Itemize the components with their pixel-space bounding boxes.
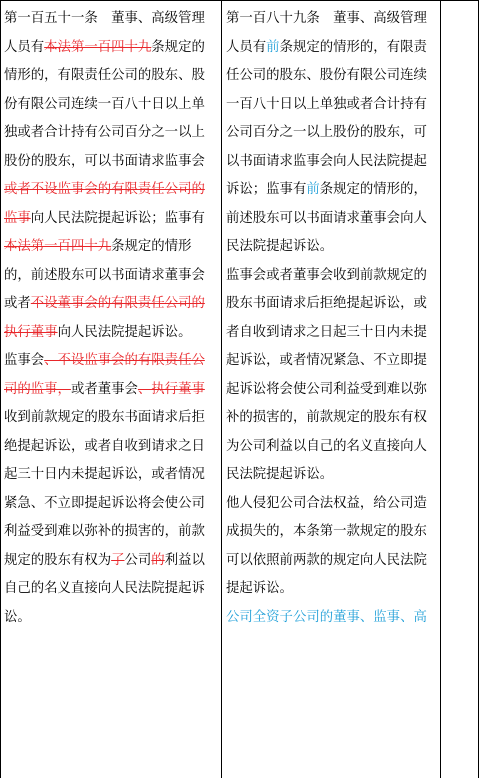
revised-text-column bbox=[226, 1, 435, 632]
deleted-text: 或者不设监事会的有限责任公司的监事 bbox=[4, 182, 205, 226]
text-run: 利益以自己的名义直接向人民法院提起诉讼。 bbox=[4, 552, 205, 625]
text-run: 条规定的情形的，有限责任公司的股东、股份有限公司连续一百八十日以上单独或者合计持有公司百分之一以上股份的股东，可以书面请求监事会 bbox=[4, 39, 205, 169]
paragraph bbox=[4, 347, 213, 632]
text-run: 向人民法院提起诉讼。 bbox=[57, 324, 192, 340]
deleted-text: 、执行董事 bbox=[137, 381, 205, 397]
inserted-text: 公司全资子公司的董事、监事、高 bbox=[226, 609, 427, 625]
text-run: 监事会 bbox=[4, 353, 45, 368]
column-divider-2 bbox=[440, 1, 441, 778]
text-run: 第一百五十一条 董事、高级管理人员有 bbox=[4, 11, 205, 55]
paragraph bbox=[4, 5, 213, 347]
paragraph bbox=[226, 262, 435, 490]
text-run: 监事会或者董事会收到前款规定的股东书面请求后拒绝提起诉讼，或者自收到请求之日起三十日内未提起诉讼，或者情况紧急、不立即提起诉讼将会使公司利益受到难以弥补的损害的，前款规定的股东有权为公司利益以自己的名义直接向人民法院提起诉讼。 bbox=[226, 267, 427, 482]
deleted-text: 的 bbox=[151, 552, 165, 568]
deleted-text: 了 bbox=[111, 552, 125, 568]
text-run: 向人民法院提起诉讼；监事有 bbox=[30, 210, 205, 226]
deleted-text: 本法第一百四十九 bbox=[44, 39, 152, 55]
text-run: 条规定的情形的，前述股东可以书面请求董事会或者 bbox=[4, 239, 205, 311]
text-run: 或者董事会 bbox=[70, 381, 138, 397]
paragraph bbox=[226, 490, 435, 604]
text-run: 他人侵犯公司合法权益，给公司造成损失的，本条第一款规定的股东可以依照前两款的规定向人民法院提起诉讼。 bbox=[226, 495, 427, 596]
text-run: 条规定的情形的，前述股东可以书面请求董事会向人民法院提起诉讼。 bbox=[226, 182, 427, 254]
paragraph bbox=[226, 604, 435, 633]
column-divider-1 bbox=[221, 1, 222, 778]
deleted-text: 、不设监事会的有限责任公司的监事， bbox=[4, 353, 205, 397]
deleted-text: 本法第一百四十九 bbox=[4, 239, 112, 254]
original-text-column bbox=[4, 1, 213, 632]
deleted-text: 不设董事会的有限责任公司的执行董事 bbox=[4, 296, 205, 340]
table-border-left bbox=[0, 1, 1, 778]
paragraph bbox=[226, 5, 435, 262]
text-run: 第一百八十九条 董事、高级管理人员有 bbox=[226, 11, 427, 55]
text-run: 公司 bbox=[124, 552, 152, 568]
text-run: 收到前款规定的股东书面请求后拒绝提起诉讼，或者自收到请求之日起三十日内未提起诉讼，或者情况紧急、不立即提起诉讼将会使公司利益受到难以弥补的损害的，前款规定的股东有权为 bbox=[4, 410, 205, 568]
inserted-text: 前 bbox=[306, 182, 320, 197]
text-run: 条规定的情形的，有限责任公司的股东、股份有限公司连续一百八十日以上单独或者合计持有公司百分之一以上股份的股东，可以书面请求监事会向人民法院提起诉讼；监事有 bbox=[226, 39, 427, 197]
inserted-text: 前 bbox=[266, 39, 280, 55]
